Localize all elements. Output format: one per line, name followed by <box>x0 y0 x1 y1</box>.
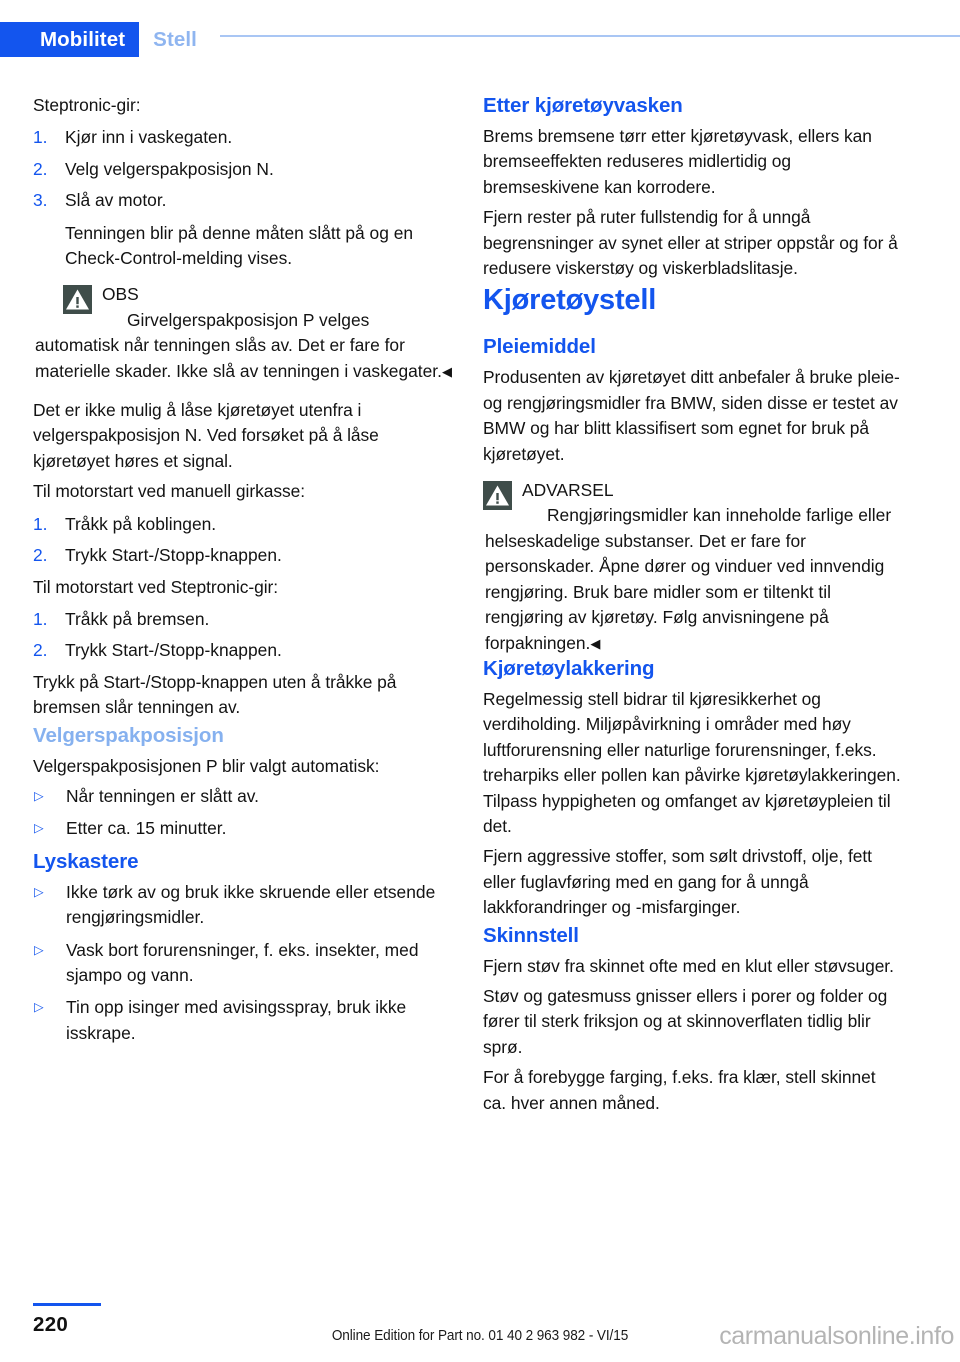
step-text: Velg velgerspakposisjon N. <box>65 158 274 179</box>
heading-kjoretoystell: Kjøretøystell <box>483 284 657 317</box>
warning-block-advarsel <box>483 478 903 656</box>
steptronic-start-label: Til motorstart ved Steptronic-gir: <box>33 576 279 597</box>
headlights-bullets <box>33 880 453 1046</box>
step3-continuation: Tenningen blir på denne måten slått på og en Check-Control-melding vises. <box>65 222 414 269</box>
warning-title: ADVARSEL <box>522 480 614 501</box>
footer-accent-rule <box>33 1303 101 1306</box>
step-text: Tråkk på koblingen. <box>65 513 217 534</box>
warning-body-text: Rengjøringsmidler kan inneholde farlige eller helseskadelige substanser. Det er fare for personskader. Åpne dører og vinduer ved innvendig rengjøring. Bruk bare midler som er tiltenkt til rengjøring av kjøretøy. Følg anvisningene på forpakningen. <box>485 505 892 653</box>
step-text: Trykk Start-/Stopp-knappen. <box>65 640 282 661</box>
care-paragraph-1: Produsenten av kjøretøyet ditt anbefaler å bruke pleie- og rengjøringsmidler fra BMW, siden disse er testet av BMW og har blitt klassifisert som egnet for bruk på kjøretøyet. <box>483 367 900 464</box>
heading-skinnstell: Skinnstell <box>483 923 579 947</box>
warning-triangle-icon <box>483 481 512 510</box>
step-number: 3. <box>33 190 48 211</box>
notice-block-obs <box>33 282 453 384</box>
triangle-bullet-icon: ▷ <box>34 1000 44 1015</box>
bullet-text: Vask bort forurensninger, f. eks. insekter, med sjampo og vann. <box>66 939 419 985</box>
step-number: 1. <box>33 608 48 629</box>
header-divider <box>220 35 960 37</box>
triangle-bullet-icon: ▷ <box>34 788 44 803</box>
tab-stell[interactable]: Stell <box>153 27 197 51</box>
heading-velgerspakposisjon: Velgerspakposisjon <box>33 723 224 747</box>
bullet-text: Ikke tørk av og bruk ikke skruende eller etsende rengjøringsmidler. <box>66 881 436 928</box>
list-item <box>33 880 453 931</box>
bullet-text: Etter ca. 15 minutter. <box>66 818 227 839</box>
left-text-column <box>33 93 453 1053</box>
edition-notice: Online Edition for Part no. 01 40 2 963 982 - VI/15 <box>331 1328 629 1344</box>
page-number: 220 <box>33 1313 69 1336</box>
notice-body <box>33 308 453 384</box>
list-item <box>33 938 453 989</box>
chapter-tabstrip <box>0 22 211 57</box>
paint-paragraph-2: Fjern aggressive stoffer, som sølt drivstoff, olje, fett eller fuglavføring med en gang for å unngå lakkforandringer og -misfarginger. <box>483 846 872 918</box>
notice-body-text: Girvelgerspakposisjon P velges automatisk når tenningen slås av. Det er fare for materielle skader. Ikke slå av tenningen i vaskegater. <box>35 309 442 381</box>
list-item <box>33 784 453 809</box>
right-text-column <box>483 93 903 1118</box>
after-wash-paragraph-2: Fjern rester på ruter fullstendig for å unngå begrensninger av synet eller at striper oppstår og for å redusere viskerstøy og viskerbladslitasje. <box>483 207 898 279</box>
wash-steps-list <box>33 125 453 213</box>
heading-etter-kjoretoyvasken: Etter kjøretøyvasken <box>483 94 683 117</box>
selector-intro: Velgerspakposisjonen P blir valgt automatisk: <box>33 755 380 776</box>
triangle-bullet-icon: ▷ <box>34 821 44 836</box>
list-item <box>33 512 453 537</box>
list-item <box>33 157 453 182</box>
triangle-bullet-icon: ▷ <box>34 884 44 899</box>
site-watermark: carmanualsonline.info <box>719 1322 954 1350</box>
warning-body <box>483 503 903 655</box>
heading-kjoretoylakkering: Kjøretøylakkering <box>483 656 655 680</box>
page-header <box>0 22 960 62</box>
leather-paragraph-3: For å forebygge farging, f.eks. fra klær, stell skinnet ca. hver annen måned. <box>483 1067 876 1113</box>
step-number: 2. <box>33 640 48 661</box>
list-item <box>33 125 453 150</box>
tab-mobilitet[interactable]: Mobilitet <box>0 22 139 57</box>
heading-lyskastere: Lyskastere <box>33 849 139 873</box>
leather-paragraph-2: Støv og gatesmuss gnisser ellers i porer og folder og fører til sterk friksjon og at skinnoverflaten tidlig blir sprø. <box>483 985 888 1057</box>
steptronic-start-steps <box>33 607 453 664</box>
list-item <box>33 607 453 632</box>
triangle-bullet-icon: ▷ <box>34 942 44 957</box>
paint-paragraph-1: Regelmessig stell bidrar til kjøresikkerhet og verdiholding. Miljøpåvirkning i områder med høy luftforurensning eller naturlige forurensninger, f.eks. treharpiks eller pollen kan påvirke kjøretøylakkeringen. Tilpass hyppigheten og omfanget av kjøretøypleien til det. <box>483 688 901 836</box>
notice-end-marker: ◀ <box>441 363 452 379</box>
warning-triangle-icon <box>63 285 92 314</box>
step-text: Trykk Start-/Stopp-knappen. <box>65 545 282 566</box>
step-text: Tråkk på bremsen. <box>65 608 210 629</box>
step-text: Kjør inn i vaskegaten. <box>65 127 233 148</box>
selector-bullets <box>33 784 453 842</box>
manual-start-label: Til motorstart ved manuell girkasse: <box>33 481 306 502</box>
list-item <box>33 638 453 663</box>
steptronic-intro: Steptronic-gir: <box>33 95 141 115</box>
manual-start-steps <box>33 512 453 569</box>
ignition-off-paragraph: Trykk på Start-/Stopp-knappen uten å tråkke på bremsen slår tenningen av. <box>33 671 397 718</box>
heading-pleiemiddel: Pleiemiddel <box>483 335 596 359</box>
list-item <box>33 995 453 1046</box>
step-number: 2. <box>33 158 48 179</box>
after-wash-paragraph-1: Brems bremsene tørr etter kjøretøyvask, ellers kan bremseeffekten reduseres midlertidig og bremseskivene kan korrodere. <box>483 126 872 197</box>
step-number: 1. <box>33 127 48 148</box>
bullet-text: Når tenningen er slått av. <box>66 785 260 806</box>
leather-paragraph-1: Fjern støv fra skinnet ofte med en klut eller støvsuger. <box>483 955 894 976</box>
warning-end-marker: ◀ <box>590 635 601 651</box>
list-item <box>33 816 453 841</box>
notice-title: OBS <box>102 284 139 305</box>
step-text: Slå av motor. <box>65 190 167 211</box>
step-number: 2. <box>33 545 48 566</box>
bullet-text: Tin opp isinger med avisingsspray, bruk ikke isskrape. <box>66 997 407 1043</box>
list-item <box>33 543 453 568</box>
list-item <box>33 188 453 213</box>
step-number: 1. <box>33 513 48 534</box>
lock-paragraph: Det er ikke mulig å låse kjøretøyet utenfra i velgerspakposisjon N. Ved forsøket på å låse kjøretøyet høres et signal. <box>33 400 379 471</box>
